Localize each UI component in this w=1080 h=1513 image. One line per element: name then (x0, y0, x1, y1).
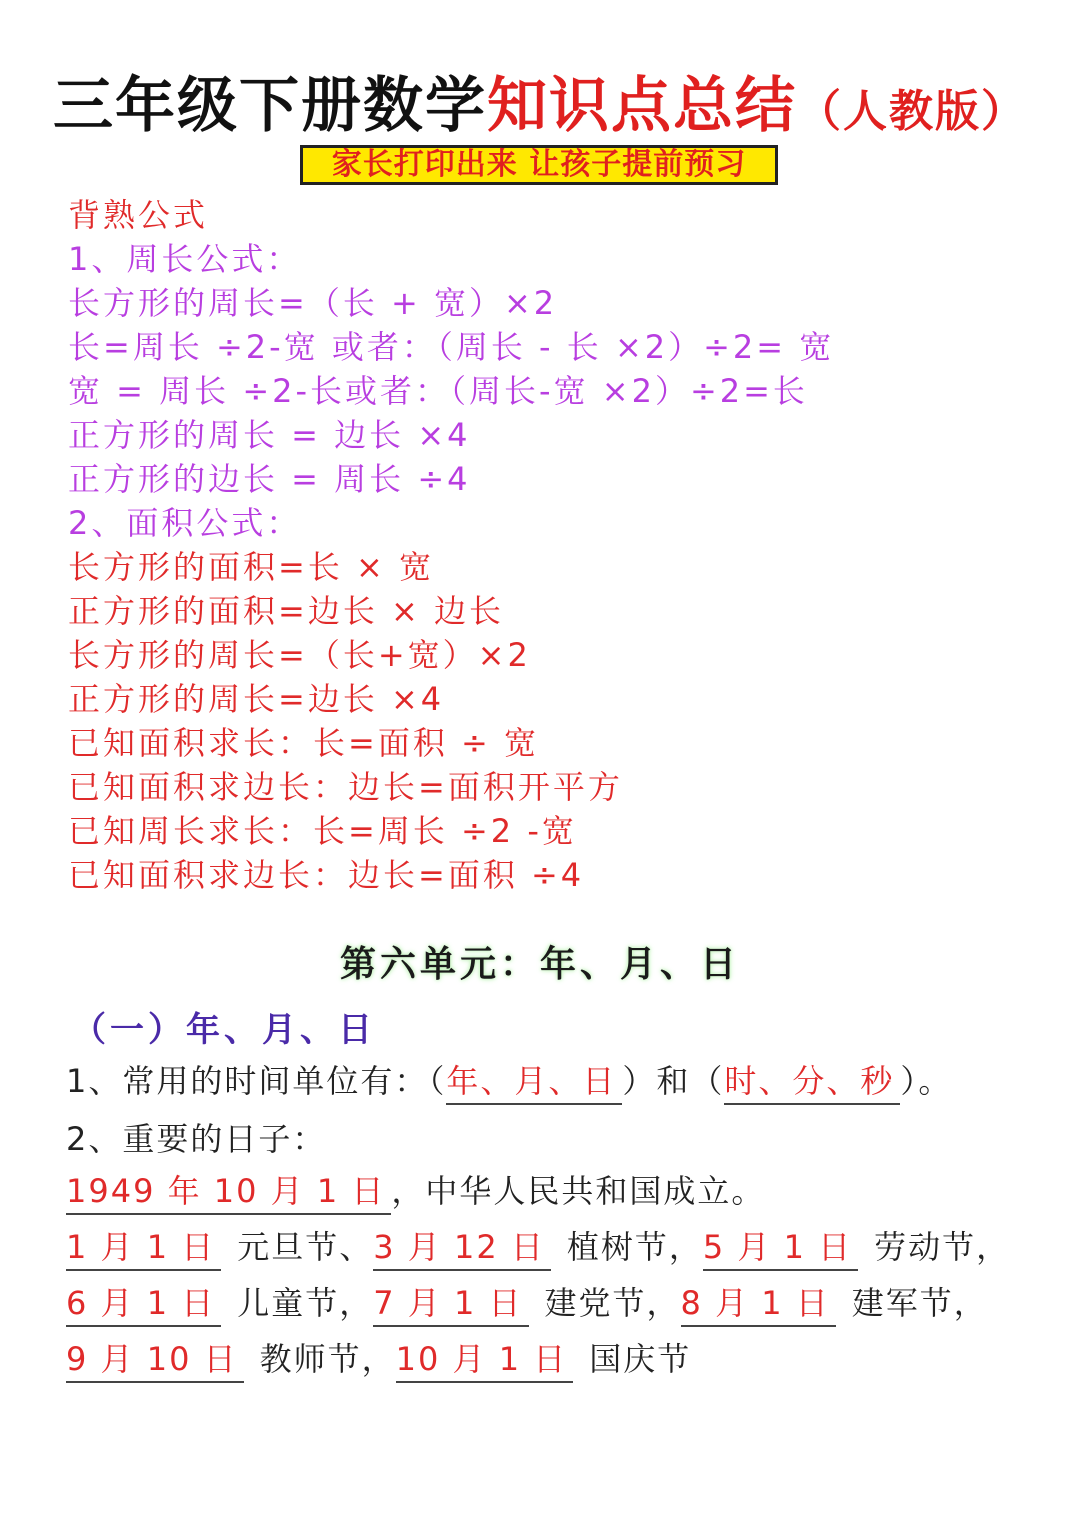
time-units-answer-a: 年、月、日 (446, 1061, 622, 1105)
area-formula-7: 已知周长求长：长=周长 ÷2 -宽 (68, 812, 577, 850)
days-line-4 (66, 1334, 691, 1383)
area-heading: 2、面积公式： (68, 504, 302, 542)
area-formula-5: 已知面积求长：长=面积 ÷ 宽 (68, 724, 539, 762)
date-party-day-text: 建党节， (544, 1284, 681, 1322)
date-army-day-text: 建军节， (851, 1284, 988, 1322)
date-national-day-text: 国庆节 (589, 1340, 692, 1378)
date-founding-text: ，中华人民共和国成立。 (391, 1172, 766, 1210)
area-formula-2: 正方形的面积=边长 × 边长 (68, 592, 504, 630)
date-teachers-day-text: 教师节， (259, 1340, 396, 1378)
date-army-day: 8 月 1 日 (681, 1283, 836, 1327)
area-formula-4: 正方形的周长=边长 ×4 (68, 680, 445, 718)
perimeter-formula-2: 长=周长 ÷2-宽 或者：（周长 - 长 ×2）÷2= 宽 (68, 328, 835, 366)
date-children-day-text: 儿童节， (237, 1284, 374, 1322)
section-title: （一）年、月、日 (72, 1010, 376, 1050)
date-labor-day: 5 月 1 日 (703, 1227, 858, 1271)
perimeter-formula-5: 正方形的边长 = 周长 ÷4 (68, 460, 471, 498)
title-part-3: （人教版） (797, 86, 1027, 137)
date-new-year: 1 月 1 日 (66, 1227, 221, 1271)
time-units-mid: ）和（ (622, 1062, 725, 1100)
date-founding: 1949 年 10 月 1 日 (66, 1171, 391, 1215)
date-arbor-day: 3 月 12 日 (373, 1227, 551, 1271)
perimeter-formula-3: 宽 = 周长 ÷2-长或者：（周长-宽 ×2）÷2=长 (68, 372, 808, 410)
perimeter-heading: 1、周长公式： (68, 240, 302, 278)
time-units-answer-b: 时、分、秒 (724, 1061, 900, 1105)
area-formula-1: 长方形的面积=长 × 宽 (68, 548, 434, 586)
days-line-3 (66, 1278, 988, 1327)
date-teachers-day: 9 月 10 日 (66, 1339, 244, 1383)
subtitle-banner: 家长打印出来 让孩子提前预习 (300, 145, 778, 185)
perimeter-formula-1: 长方形的周长=（长 + 宽）×2 (68, 284, 558, 322)
date-party-day: 7 月 1 日 (373, 1283, 528, 1327)
date-labor-day-text: 劳动节， (874, 1228, 1011, 1266)
formulas-heading: 背熟公式 (68, 196, 209, 234)
area-formula-3: 长方形的周长=（长+宽）×2 (68, 636, 531, 674)
time-units-suffix: ）。 (900, 1062, 953, 1100)
days-line-1 (66, 1166, 765, 1215)
date-new-year-text: 元旦节、 (237, 1228, 374, 1266)
date-children-day: 6 月 1 日 (66, 1283, 221, 1327)
page-title (0, 58, 1080, 144)
important-days-heading: 2、重要的日子： (66, 1120, 327, 1158)
title-part-2: 知识点总结 (487, 71, 797, 141)
date-national-day: 10 月 1 日 (396, 1339, 574, 1383)
perimeter-formula-4: 正方形的周长 = 边长 ×4 (68, 416, 471, 454)
area-formula-8: 已知面积求边长：边长=面积 ÷4 (68, 856, 585, 894)
days-line-2 (66, 1222, 1010, 1271)
date-arbor-day-text: 植树节， (566, 1228, 703, 1266)
time-units-line (66, 1056, 952, 1105)
area-formula-6: 已知面积求边长：边长=面积开平方 (68, 768, 623, 806)
time-units-prefix: 1、常用的时间单位有：（ (66, 1062, 447, 1100)
unit-title: 第六单元：年、月、日 (339, 944, 740, 985)
title-part-1: 三年级下册数学 (53, 71, 487, 141)
